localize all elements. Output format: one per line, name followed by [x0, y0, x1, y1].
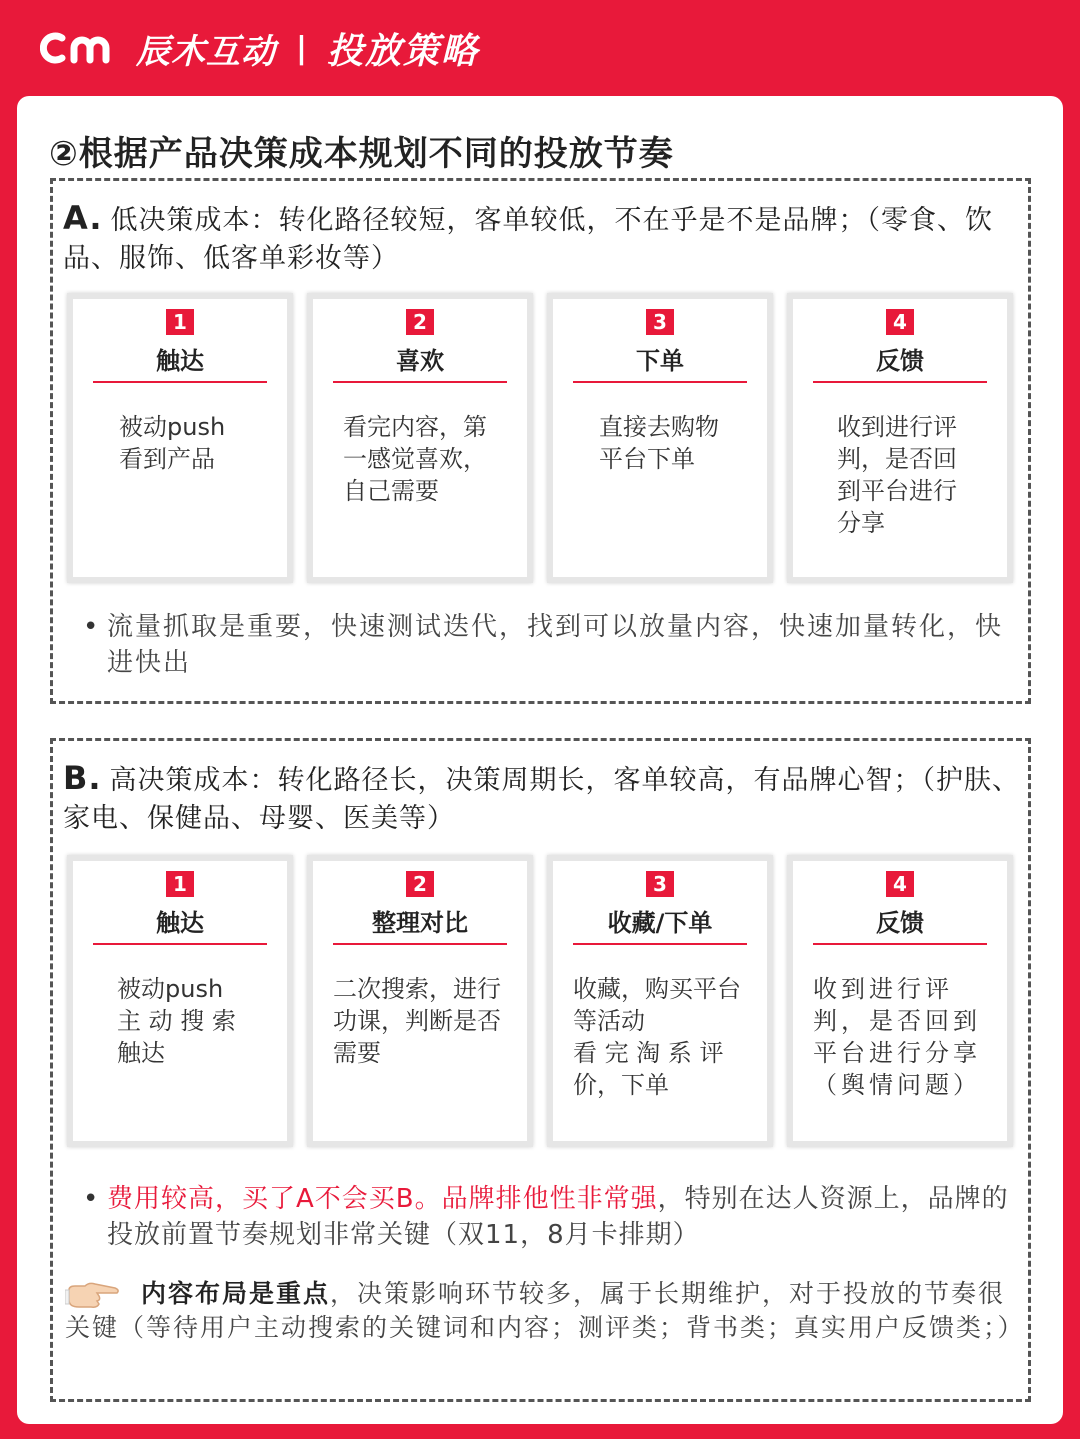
step-divider — [573, 943, 747, 945]
step-divider — [333, 381, 507, 383]
step-number: 4 — [886, 871, 914, 897]
step-title: 下单 — [636, 347, 684, 375]
section-a-heading-text: 低决策成本：转化路径较短，客单较低，不在乎是不是品牌；（零食、饮品、服饰、低客单彩妆等） — [63, 205, 994, 274]
section-b-steps — [67, 855, 1013, 1147]
section-a-steps — [67, 293, 1013, 583]
cm-logo-icon — [40, 28, 126, 68]
step-number: 3 — [646, 309, 674, 335]
step-card — [67, 293, 293, 583]
step-description: 被动push 主 动 搜 索 触达 — [117, 975, 236, 1067]
step-number: 3 — [646, 871, 674, 897]
step-divider — [573, 381, 747, 383]
step-divider — [813, 943, 987, 945]
step-title: 喜欢 — [396, 347, 444, 375]
step-divider — [93, 943, 267, 945]
section-b-note-text: ，特别在达人资源上，品牌的投放前置节奏规划非常关键（双11，8月卡排期） — [107, 1184, 1009, 1250]
step-card — [547, 293, 773, 583]
section-b-tip — [65, 1277, 1025, 1345]
section-a — [50, 178, 1031, 704]
step-number: 2 — [406, 309, 434, 335]
step-card — [67, 855, 293, 1147]
step-number: 2 — [406, 871, 434, 897]
brand-name: 辰木互动 — [136, 31, 276, 72]
step-description: 收藏，购买平台等活动 看 完 淘 系 评价，下单 — [573, 975, 741, 1099]
step-number: 1 — [166, 871, 194, 897]
tip-strong: 内容布局是重点 — [140, 1279, 330, 1308]
section-a-note — [83, 609, 1023, 681]
step-description: 被动push 看到产品 — [119, 413, 226, 473]
section-b-note — [83, 1181, 1023, 1253]
step-card — [547, 855, 773, 1147]
step-description: 收到进行评判，是否回到平台进行分享（舆情问题） — [813, 975, 981, 1099]
step-divider — [93, 381, 267, 383]
step-card — [307, 855, 533, 1147]
step-divider — [333, 943, 507, 945]
pointing-hand-icon — [65, 1280, 121, 1310]
tip-text: ，决策影响环节较多，属于长期维护，对于投放的节奏很关键（等待用户主动搜索的关键词和内容；测评类；背书类；真实用户反馈类；） — [65, 1279, 1025, 1342]
content-card — [17, 96, 1063, 1424]
step-number: 1 — [166, 309, 194, 335]
step-title: 触达 — [156, 347, 204, 375]
section-b — [50, 738, 1031, 1402]
step-title: 整理对比 — [372, 909, 468, 937]
step-title: 触达 — [156, 909, 204, 937]
header-separator: | — [296, 30, 307, 66]
step-description: 二次搜索，进行功课，判断是否需要 — [333, 975, 501, 1067]
section-b-heading — [63, 759, 1023, 838]
section-a-note-text: 流量抓取是重要，快速测试迭代，找到可以放量内容，快速加量转化，快进快出 — [107, 612, 1004, 678]
header-bar — [0, 0, 1080, 96]
step-divider — [813, 381, 987, 383]
section-b-heading-text: 高决策成本：转化路径长，决策周期长，客单较高，有品牌心智；（护肤、家电、保健品、母婴、医美等） — [63, 765, 1021, 834]
section-a-letter: A. — [63, 199, 103, 237]
page-title: ②根据产品决策成本规划不同的投放节奏 — [49, 134, 674, 174]
section-b-letter: B. — [63, 759, 102, 797]
section-a-heading — [63, 199, 1023, 278]
step-title: 反馈 — [876, 347, 924, 375]
bullet-dot-icon: • — [83, 612, 101, 642]
step-title: 反馈 — [876, 909, 924, 937]
step-card — [307, 293, 533, 583]
step-card — [787, 855, 1013, 1147]
step-description: 直接去购物 平台下单 — [599, 413, 719, 473]
step-title: 收藏/下单 — [607, 909, 713, 937]
step-card — [787, 293, 1013, 583]
header-topic: 投放策略 — [326, 30, 479, 72]
bullet-dot-icon: • — [83, 1184, 100, 1214]
step-description: 看完内容，第一感觉喜欢，自己需要 — [343, 413, 487, 505]
step-number: 4 — [886, 309, 914, 335]
section-b-note-highlight: 费用较高，买了A不会买B。品牌排他性非常强 — [107, 1184, 658, 1214]
step-description: 收到进行评判，是否回到平台进行分享 — [837, 413, 957, 537]
